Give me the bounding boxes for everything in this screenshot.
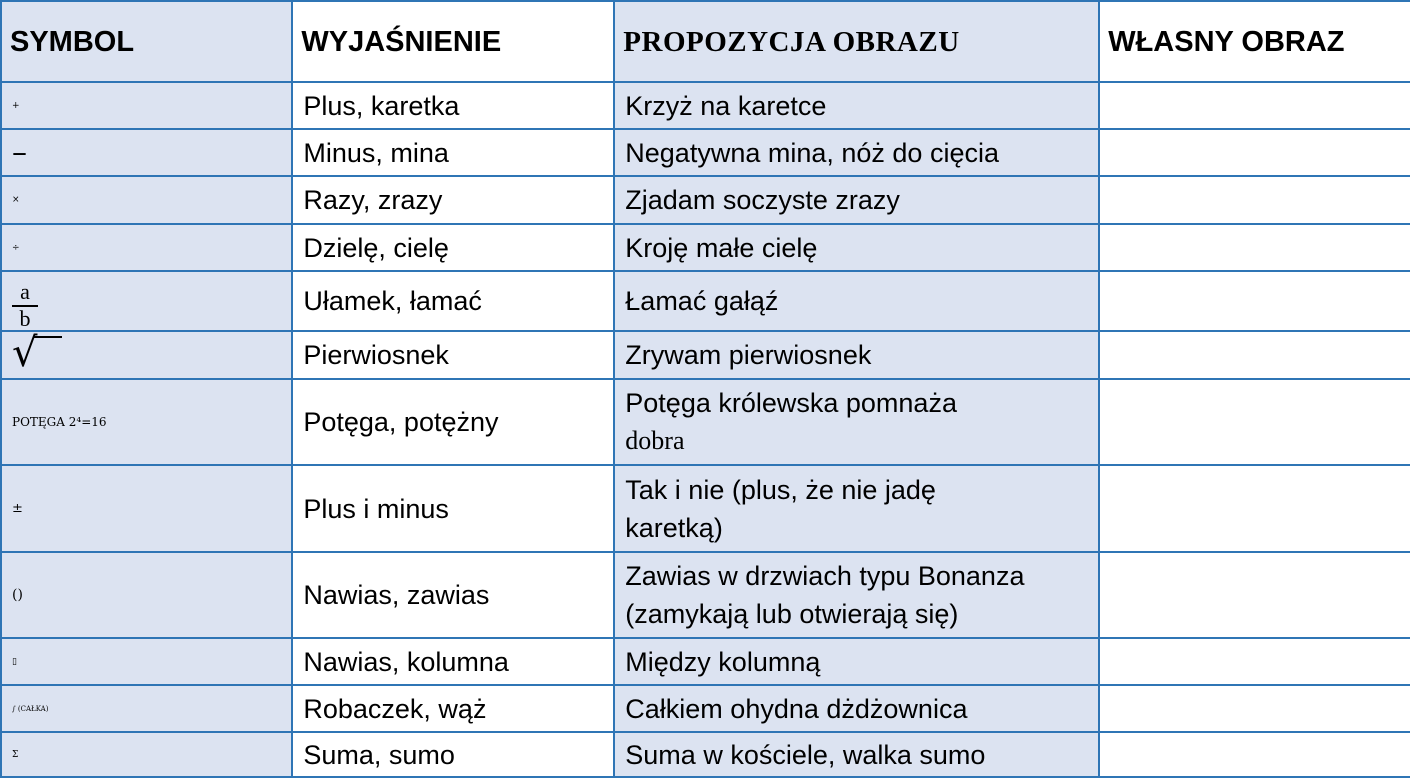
proposal-cell: Krzyż na karetce bbox=[614, 82, 1099, 129]
symbol-cell: () bbox=[1, 552, 292, 638]
root-overline bbox=[34, 336, 62, 338]
proposal-line: (zamykają lub otwierają się) bbox=[625, 599, 959, 629]
header-symbol: SYMBOL bbox=[1, 1, 292, 82]
table-row bbox=[1, 638, 1410, 685]
explanation-cell: Razy, zrazy bbox=[292, 176, 614, 224]
symbol-cell bbox=[1, 271, 292, 331]
proposal-cell: Całkiem ohydna dżdżownica bbox=[614, 685, 1099, 732]
table-row bbox=[1, 176, 1410, 224]
explanation-cell: Plus i minus bbox=[292, 465, 614, 552]
proposal-line: Tak i nie (plus, że nie jadę bbox=[625, 474, 936, 505]
proposal-line: dobra bbox=[625, 426, 685, 455]
symbol-cell: ▯ bbox=[1, 638, 292, 685]
table-row bbox=[1, 271, 1410, 331]
own-image-cell[interactable] bbox=[1099, 271, 1410, 331]
own-image-cell[interactable] bbox=[1099, 379, 1410, 465]
symbol-cell: × bbox=[1, 176, 292, 224]
symbol-cell: POTĘGA 2⁴=16 bbox=[1, 379, 292, 465]
header-own: WŁASNY OBRAZ bbox=[1099, 1, 1410, 82]
explanation-cell: Robaczek, wąż bbox=[292, 685, 614, 732]
own-image-cell[interactable] bbox=[1099, 552, 1410, 638]
symbol-cell: + bbox=[1, 82, 292, 129]
explanation-cell: Minus, mina bbox=[292, 129, 614, 176]
square-root-symbol bbox=[12, 331, 64, 376]
explanation-cell: Nawias, kolumna bbox=[292, 638, 614, 685]
proposal-cell: Zrywam pierwiosnek bbox=[614, 331, 1099, 379]
root-glyph: √ bbox=[12, 331, 38, 376]
explanation-cell: Nawias, zawias bbox=[292, 552, 614, 638]
proposal-line: Potęga królewska pomnaża bbox=[625, 388, 957, 418]
own-image-cell[interactable] bbox=[1099, 685, 1410, 732]
proposal-cell bbox=[614, 465, 1099, 552]
proposal-cell: Łamać gałąź bbox=[614, 271, 1099, 331]
own-image-cell[interactable] bbox=[1099, 224, 1410, 271]
explanation-cell: Plus, karetka bbox=[292, 82, 614, 129]
table-row bbox=[1, 685, 1410, 732]
proposal-cell bbox=[614, 379, 1099, 465]
proposal-cell: Negatywna mina, nóż do cięcia bbox=[614, 129, 1099, 176]
table-row bbox=[1, 331, 1410, 379]
table-row bbox=[1, 465, 1410, 552]
explanation-cell: Pierwiosnek bbox=[292, 331, 614, 379]
header-row bbox=[1, 1, 1410, 82]
proposal-cell: Suma w kościele, walka sumo bbox=[614, 732, 1099, 777]
own-image-cell[interactable] bbox=[1099, 638, 1410, 685]
table-row bbox=[1, 552, 1410, 638]
proposal-line: Zawias w drzwiach typu Bonanza bbox=[625, 561, 1025, 591]
fraction-symbol bbox=[12, 281, 38, 330]
symbol-cell: ± bbox=[1, 465, 292, 552]
table-row bbox=[1, 224, 1410, 271]
proposal-cell: Kroję małe cielę bbox=[614, 224, 1099, 271]
symbol-cell: ∫ (CAŁKA) bbox=[1, 685, 292, 732]
fraction-numerator: a bbox=[20, 279, 30, 304]
own-image-cell[interactable] bbox=[1099, 176, 1410, 224]
symbol-cell: ÷ bbox=[1, 224, 292, 271]
header-explanation: WYJAŚNIENIE bbox=[292, 1, 614, 82]
own-image-cell[interactable] bbox=[1099, 129, 1410, 176]
symbol-cell: – bbox=[1, 129, 292, 176]
header-proposal: PROPOZYCJA OBRAZU bbox=[614, 1, 1099, 82]
symbol-cell bbox=[1, 331, 292, 379]
fraction-denominator: b bbox=[19, 306, 31, 331]
own-image-cell[interactable] bbox=[1099, 82, 1410, 129]
proposal-cell: Zjadam soczyste zrazy bbox=[614, 176, 1099, 224]
table-row bbox=[1, 129, 1410, 176]
table-row bbox=[1, 379, 1410, 465]
proposal-cell bbox=[614, 552, 1099, 638]
own-image-cell[interactable] bbox=[1099, 331, 1410, 379]
explanation-cell: Suma, sumo bbox=[292, 732, 614, 777]
explanation-cell: Potęga, potężny bbox=[292, 379, 614, 465]
own-image-cell[interactable] bbox=[1099, 465, 1410, 552]
explanation-cell: Dzielę, cielę bbox=[292, 224, 614, 271]
explanation-cell: Ułamek, łamać bbox=[292, 271, 614, 331]
proposal-line: karetką) bbox=[625, 512, 723, 543]
proposal-cell: Między kolumną bbox=[614, 638, 1099, 685]
table-row bbox=[1, 82, 1410, 129]
symbol-cell: Σ bbox=[1, 732, 292, 777]
own-image-cell[interactable] bbox=[1099, 732, 1410, 777]
table-row bbox=[1, 732, 1410, 777]
